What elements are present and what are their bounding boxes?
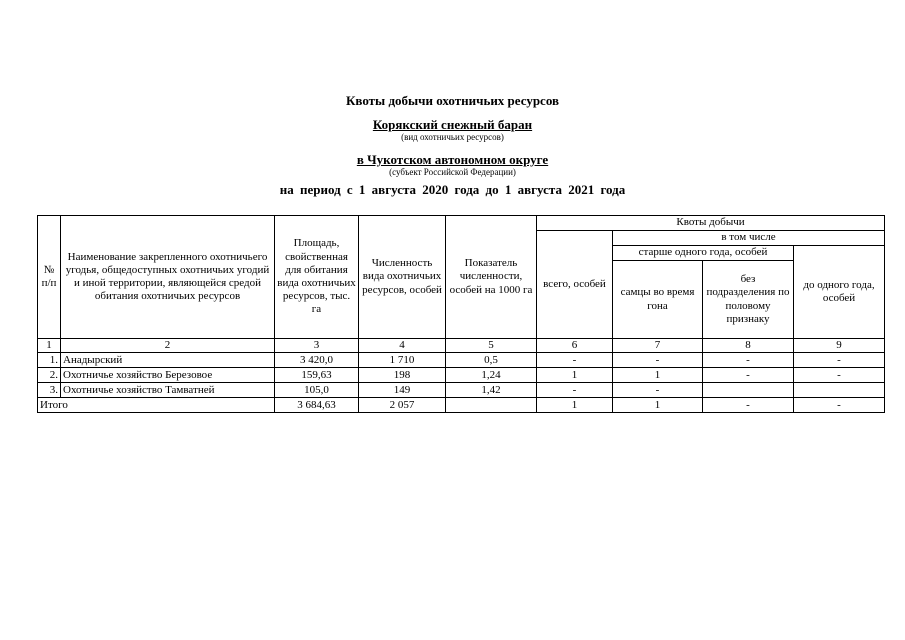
header-index: Показатель численности, особей на 1000 га [446, 216, 537, 339]
total-index [446, 398, 537, 413]
row-males-rut: - [613, 383, 703, 398]
total-total: 1 [537, 398, 613, 413]
header-population: Численность вида охотничьих ресурсов, особей [359, 216, 446, 339]
row-population: 149 [359, 383, 446, 398]
subject-name: в Чукотском автономном округе [356, 152, 549, 167]
resource-name: Корякский снежный баран [372, 117, 533, 132]
row-population: 198 [359, 368, 446, 383]
row-name: Охотничье хозяйство Тамватней [61, 383, 275, 398]
row-no-sex: - [703, 368, 794, 383]
row-index: 1,24 [446, 368, 537, 383]
col-number: 6 [537, 339, 613, 353]
col-number: 8 [703, 339, 794, 353]
table-row [38, 353, 885, 368]
header-older: старше одного года, особей [613, 246, 794, 261]
col-number: 5 [446, 339, 537, 353]
row-area: 105,0 [275, 383, 359, 398]
row-area: 159,63 [275, 368, 359, 383]
row-under-one: - [794, 368, 885, 383]
total-population: 2 057 [359, 398, 446, 413]
table-row [38, 368, 885, 383]
row-area: 3 420,0 [275, 353, 359, 368]
column-number-row [38, 339, 885, 353]
quota-table [37, 215, 885, 413]
header-num: № п/п [38, 216, 61, 339]
row-total: 1 [537, 368, 613, 383]
header-incl: в том числе [613, 231, 885, 246]
row-name: Охотничье хозяйство Березовое [61, 368, 275, 383]
row-under-one [794, 383, 885, 398]
total-under-one: - [794, 398, 885, 413]
row-no-sex [703, 383, 794, 398]
row-total: - [537, 383, 613, 398]
subject-note: (субъект Российской Федерации) [389, 167, 516, 177]
row-no-sex: - [703, 353, 794, 368]
row-index: 0,5 [446, 353, 537, 368]
total-area: 3 684,63 [275, 398, 359, 413]
header-quotas: Квоты добычи [537, 216, 885, 231]
row-index: 1,42 [446, 383, 537, 398]
header-under-one: до одного года, особей [794, 246, 885, 339]
col-number: 2 [61, 339, 275, 353]
resource-note: (вид охотничьих ресурсов) [401, 132, 504, 142]
total-label: Итого [38, 398, 275, 413]
row-males-rut: - [613, 353, 703, 368]
header-total: всего, особей [537, 231, 613, 339]
row-num: 1. [38, 353, 61, 368]
header-name: Наименование закрепленного охотничьего угодья, общедоступных охотничьих угодий и иной территории, являющейся средой обитания охотничьих ресурсов [61, 216, 275, 339]
row-name: Анадырский [61, 353, 275, 368]
total-row [38, 398, 885, 413]
row-total: - [537, 353, 613, 368]
total-no-sex: - [703, 398, 794, 413]
document-title: Квоты добычи охотничьих ресурсов [345, 93, 560, 108]
col-number: 3 [275, 339, 359, 353]
col-number: 7 [613, 339, 703, 353]
col-number: 4 [359, 339, 446, 353]
header-area: Площадь, свойственная для обитания вида охотничьих ресурсов, тыс. га [275, 216, 359, 339]
row-under-one: - [794, 353, 885, 368]
period-line: на период с 1 августа 2020 года до 1 августа 2021 года [279, 182, 626, 197]
row-population: 1 710 [359, 353, 446, 368]
total-males-rut: 1 [613, 398, 703, 413]
row-num: 2. [38, 368, 61, 383]
row-num: 3. [38, 383, 61, 398]
table-row [38, 383, 885, 398]
col-number: 9 [794, 339, 885, 353]
col-number: 1 [38, 339, 61, 353]
row-males-rut: 1 [613, 368, 703, 383]
header-males-rut: самцы во время гона [613, 261, 703, 339]
header-no-sex: без подразделения по половому признаку [703, 261, 794, 339]
